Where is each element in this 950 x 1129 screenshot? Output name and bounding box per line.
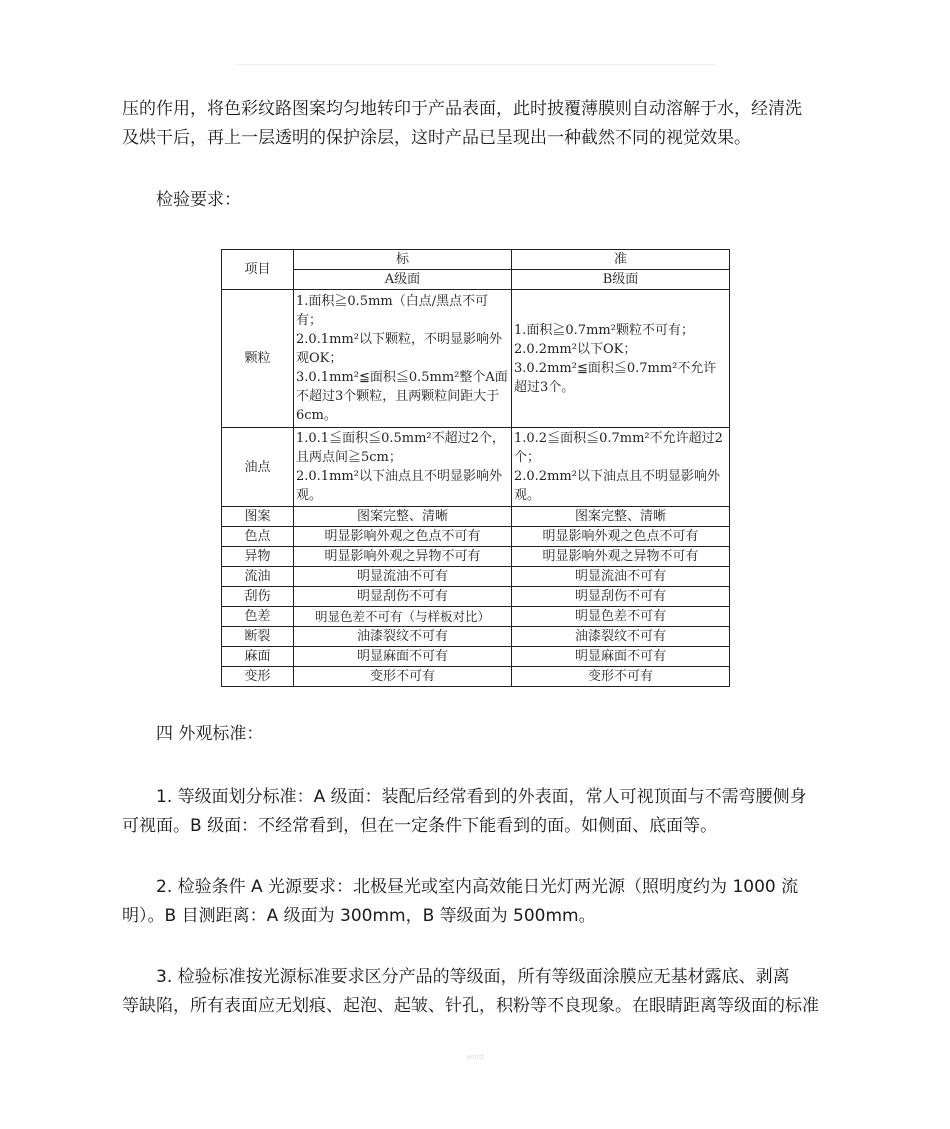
row-item-label: 变形 xyxy=(222,667,294,687)
table-row xyxy=(222,667,730,687)
row-b-standard: 明显影响外观之异物不可有 xyxy=(512,547,730,567)
table-row xyxy=(222,587,730,607)
row-item-label: 麻面 xyxy=(222,647,294,667)
intro-paragraph xyxy=(122,95,834,153)
row-b-standard xyxy=(512,428,730,507)
row-a-standard: 图案完整、清晰 xyxy=(294,507,512,527)
row-item-label: 图案 xyxy=(222,507,294,527)
row-a-standard: 变形不可有 xyxy=(294,667,512,687)
item-header-cell: 项目 xyxy=(222,250,294,290)
item-3-line-1: 3. 检验标准按光源标准要求区分产品的等级面，所有等级面涂膜应无基材露底、剥离 xyxy=(156,967,790,987)
item-1-line-1: 1. 等级面划分标准：A 级面：装配后经常看到的外表面，常人可视顶面与不需弯腰侧身 xyxy=(156,787,807,807)
standard-item-1 xyxy=(122,783,834,841)
table-row xyxy=(222,527,730,547)
row-a-standard: 明显刮伤不可有 xyxy=(294,587,512,607)
row-b-standard: 明显麻面不可有 xyxy=(512,647,730,667)
row-item-label: 异物 xyxy=(222,547,294,567)
row-a-standard: 明显麻面不可有 xyxy=(294,647,512,667)
standard-line: 1.0.1≦面积≦0.5mm²不超过2个，且两点间≧5cm； xyxy=(296,431,505,465)
intro-line-1: 压的作用，将色彩纹路图案均匀地转印于产品表面，此时披覆薄膜则自动溶解于水，经清洗 xyxy=(122,99,802,119)
item-3-line-2: 等缺陷，所有表面应无划痕、起泡、起皱、针孔，积粉等不良现象。在眼睛距离等级面的标准 xyxy=(122,996,819,1016)
row-b-standard: 明显色差不可有 xyxy=(512,607,730,627)
row-b-standard: 明显影响外观之色点不可有 xyxy=(512,527,730,547)
table-row xyxy=(222,428,730,507)
standard-line: 2.0.1mm²以下油点且不明显影响外观。 xyxy=(296,469,502,503)
row-b-standard xyxy=(512,290,730,428)
row-a-standard xyxy=(294,428,512,507)
row-item-label: 油点 xyxy=(222,428,294,507)
a-face-header: A级面 xyxy=(294,270,512,290)
inspection-heading: 检验要求： xyxy=(156,190,241,210)
item-1-line-2: 可视面。B 级面：不经常看到，但在一定条件下能看到的面。如侧面、底面等。 xyxy=(122,816,718,836)
standard-line: 1.0.2≦面积≦0.7mm²不允许超过2个； xyxy=(514,431,723,465)
table-row xyxy=(222,647,730,667)
row-item-label: 色点 xyxy=(222,527,294,547)
row-a-standard: 明显流油不可有 xyxy=(294,567,512,587)
standard-item-3 xyxy=(122,963,834,1021)
standard-line: 2.0.2mm²以下油点且不明显影响外观。 xyxy=(514,469,720,503)
standard-line: 1.面积≧0.5mm（白点/黑点不可有； xyxy=(296,294,489,328)
standard-line: 2.0.1mm²以下颗粒，不明显影响外观OK； xyxy=(296,332,502,366)
item-2-line-1: 2. 检验条件 A 光源要求：北极昼光或室内高效能日光灯两光源（照明度约为 1000 流 xyxy=(156,877,799,897)
table-row xyxy=(222,627,730,647)
row-b-standard: 图案完整、清晰 xyxy=(512,507,730,527)
table-row xyxy=(222,290,730,428)
row-item-label: 刮伤 xyxy=(222,587,294,607)
standard-header-right: 准 xyxy=(512,250,730,270)
row-a-standard: 油漆裂纹不可有 xyxy=(294,627,512,647)
row-item-label: 流油 xyxy=(222,567,294,587)
table-row xyxy=(222,607,730,627)
item-2-line-2: 明）。B 目测距离：A 级面为 300mm，B 等级面为 500mm。 xyxy=(122,906,596,926)
row-b-standard: 明显刮伤不可有 xyxy=(512,587,730,607)
row-item-label: 色差 xyxy=(222,607,294,627)
standard-line: 3.0.1mm²≦面积≦0.5mm²整个A面不超过3个颗粒，且两颗粒间距大于6cm。 xyxy=(296,370,508,423)
standard-line: 2.0.2mm²以下OK； xyxy=(514,341,637,357)
page-top-rule xyxy=(235,64,715,65)
row-a-standard: 明显影响外观之异物不可有 xyxy=(294,547,512,567)
row-b-standard: 变形不可有 xyxy=(512,667,730,687)
table-row xyxy=(222,547,730,567)
row-b-standard: 油漆裂纹不可有 xyxy=(512,627,730,647)
row-a-standard: 明显色差不可有（与样板对比） xyxy=(294,607,512,627)
table-row xyxy=(222,507,730,527)
section-4-heading: 四 外观标准： xyxy=(156,724,264,744)
standard-line: 3.0.2mm²≦面积≦0.7mm²不允许超过3个。 xyxy=(514,360,717,395)
standard-line: 1.面积≧0.7mm²颗粒不可有； xyxy=(514,322,694,338)
row-item-label: 颗粒 xyxy=(222,290,294,428)
row-a-standard: 明显影响外观之色点不可有 xyxy=(294,527,512,547)
table-row xyxy=(222,567,730,587)
b-face-header: B级面 xyxy=(512,270,730,290)
inspection-standards-table xyxy=(221,249,730,687)
row-item-label: 断裂 xyxy=(222,627,294,647)
footer-watermark: word xyxy=(466,1053,484,1061)
standard-item-2 xyxy=(122,873,834,931)
intro-line-2: 及烘干后，再上一层透明的保护涂层，这时产品已呈现出一种截然不同的视觉效果。 xyxy=(122,128,751,148)
standard-header-left: 标 xyxy=(294,250,512,270)
row-a-standard xyxy=(294,290,512,428)
row-b-standard: 明显流油不可有 xyxy=(512,567,730,587)
